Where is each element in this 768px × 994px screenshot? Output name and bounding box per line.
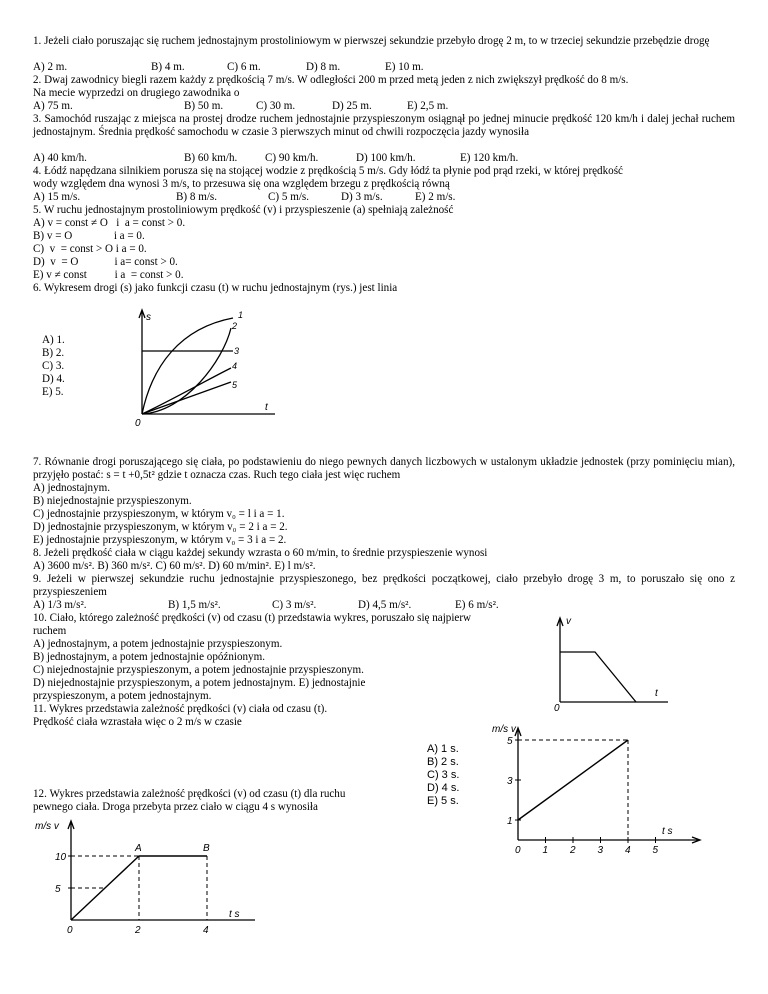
q11-x-tick-label: 5 — [652, 845, 659, 856]
q11-y-tick-label: 5 — [507, 736, 513, 747]
q1-option-a: A) 2 m. — [33, 61, 68, 73]
q12-y-axis-label: m/s v — [35, 821, 59, 832]
q11-x-axis-label: t s — [662, 826, 673, 837]
q10-text-line1: 10. Ciało, którego zależność prędkości (v) od czasu (t) przedstawia wykres, poruszało się najpierw — [33, 612, 472, 624]
q12-point-label: A — [135, 843, 142, 854]
q6-options — [42, 334, 65, 399]
q10-option-c: C) niejednostajnie przyspieszonym, a potem jednostajnie przyspieszonym. — [33, 664, 364, 676]
q2-option-a: A) 75 m. — [33, 100, 73, 112]
q10-x-label: t — [655, 688, 658, 699]
q4-text-line1: 4. Łódź napędzana silnikiem porusza się na stojącej wodzie z prędkością 5 m/s. Gdy łódź ta płynie pod prąd rzeki, w której prędkość — [33, 165, 623, 177]
q4-option-e: E) 2 m/s. — [415, 191, 456, 203]
q1-option-c: C) 6 m. — [227, 61, 261, 73]
q6-graph — [125, 306, 285, 430]
q9-option-a: A) 1/3 m/s². — [33, 599, 87, 611]
q12-y-tick-label: 5 — [55, 884, 61, 895]
q6-option-b: B) 2. — [42, 347, 65, 359]
q3-option-c: C) 90 km/h. — [265, 152, 319, 164]
q6-option-c: C) 3. — [42, 360, 65, 372]
q4-text-line2: wody względem dna wynosi 3 m/s, to przesuwa się ona względem brzegu z prędkością równą — [33, 178, 450, 190]
q1-option-b: B) 4 m. — [151, 61, 185, 73]
q5-option-d: D) v = O i a= const > 0. — [33, 256, 178, 268]
q7-option-b: B) niejednostajnie przyspieszonym. — [33, 495, 192, 507]
q3-option-d: D) 100 km/h. — [356, 152, 416, 164]
q10-velocity-line — [560, 652, 636, 702]
q2-option-b: B) 50 m. — [184, 100, 224, 112]
q11-text-line1: 11. Wykres przedstawia zależność prędkości (v) ciała od czasu (t). — [33, 703, 328, 715]
q3-text: 3. Samochód ruszając z miejsca na prostej drodze ruchem jednostajnie przyspieszonym osiągnął po jednej minucie prędkość 120 km/h i dalej jechał ruchem jednostajnym. Średnia prędkość samochodu w czasie 3 pierwszych minut od chwili rozpoczęcia jazdy wynosiła — [33, 113, 735, 138]
q10-option-b: B) jednostajnym, a potem jednostajnie opóźnionym. — [33, 651, 266, 663]
q5-option-b: B) v = O i a = 0. — [33, 230, 145, 242]
q6-option-d: D) 4. — [42, 373, 65, 385]
q11-option-d: D) 4 s. — [427, 782, 460, 794]
q10-option-d: D) niejednostajnie przyspieszonym, a potem jednostajnym. E) jednostajnie — [33, 677, 366, 689]
q11-option-e: E) 5 s. — [427, 795, 459, 807]
q2-text-line2: Na mecie wyprzedzi on drugiego zawodnika o — [33, 87, 240, 99]
q12-graph — [33, 815, 263, 935]
q12-x-tick-label: 4 — [203, 925, 209, 936]
q10-graph — [552, 612, 672, 712]
q11-option-a: A) 1 s. — [427, 743, 459, 755]
q11-y-axis-label: m/s v — [492, 724, 516, 735]
q12-x-tick-label: 0 — [67, 925, 73, 936]
q6-curve-2 — [142, 328, 231, 414]
q11-x-tick-label: 4 — [625, 845, 631, 856]
q11-option-b: B) 2 s. — [427, 756, 459, 768]
q11-x-tick-label: 2 — [570, 845, 576, 856]
q5-option-a: A) v = const ≠ O i a = const > 0. — [33, 217, 186, 229]
q1-option-e: E) 10 m. — [385, 61, 424, 73]
q7-text: 7. Równanie drogi poruszającego się ciała, po podstawieniu do niego pewnych danych liczbowych w ustalonym układzie jednostek (przy pominięciu mian), przyjęło postać: s = t +0,5t² gdzie t oznacza czas. Ruch tego ciała jest więc ruchem — [33, 456, 735, 481]
q5-option-c: C) v = const > O i a = 0. — [33, 243, 147, 255]
q11-y-tick-label: 3 — [507, 776, 513, 787]
q11-y-tick-label: 1 — [507, 816, 513, 827]
q10-origin-label: 0 — [554, 703, 560, 714]
q9-option-d: D) 4,5 m/s². — [358, 599, 412, 611]
q7-option-c: C) jednostajnie przyspieszonym, w którym v₀ = l i a = 1. — [33, 508, 285, 520]
q12-x-axis-label: t s — [229, 909, 240, 920]
q10-option-a: A) jednostajnym, a potem jednostajnie przyspieszonym. — [33, 638, 283, 650]
q9-option-e: E) 6 m/s². — [455, 599, 499, 611]
q12-text-line1: 12. Wykres przedstawia zależność prędkości (v) od czasu (t) dla ruchu — [33, 788, 346, 800]
q4-option-d: D) 3 m/s. — [341, 191, 383, 203]
q7-option-e: E) jednostajnie przyspieszonym, w którym v₀ = 3 i a = 2. — [33, 534, 287, 546]
q11-velocity-line — [518, 740, 628, 820]
q9-option-c: C) 3 m/s². — [272, 599, 317, 611]
q3-option-a: A) 40 km/h. — [33, 152, 87, 164]
q6-label-4: 4 — [232, 361, 238, 371]
q2-option-e: E) 2,5 m. — [407, 100, 449, 112]
q6-y-label: s — [146, 312, 151, 323]
q8-text: 8. Jeżeli prędkość ciała w ciągu każdej sekundy wzrasta o 60 m/min, to średnie przyspieszenie wynosi — [33, 547, 488, 559]
q2-option-d: D) 25 m. — [332, 100, 372, 112]
q6-label-1: 1 — [238, 310, 244, 320]
q11-x-tick-label: 3 — [597, 845, 604, 856]
q11-options — [427, 743, 459, 808]
q1-text: 1. Jeżeli ciało poruszając się ruchem jednostajnym prostoliniowym w pierwszej sekundzie przebyło drogę 2 m, to w trzeciej sekundzie przebędzie drogę — [33, 35, 710, 47]
q6-text: 6. Wykresem drogi (s) jako funkcji czasu (t) w ruchu jednostajnym (rys.) jest linia — [33, 282, 398, 294]
q7-option-a: A) jednostajnym. — [33, 482, 111, 494]
q12-y-tick-label: 10 — [55, 852, 67, 863]
q6-curve-1 — [142, 318, 233, 414]
q12-text-line2: pewnego ciała. Droga przebyta przez ciało w ciągu 4 s wynosiła — [33, 801, 318, 813]
q9-text: 9. Jeżeli w pierwszej sekundzie ruchu jednostajnie przyspieszonego, bez prędkości początkowej, ciało przebyło drogę 3 m, to poruszało się ono z przyspieszeniem — [33, 573, 735, 598]
q6-label-3: 3 — [234, 346, 240, 356]
q5-option-e: E) v ≠ const i a = const > 0. — [33, 269, 184, 281]
q6-label-5: 5 — [232, 380, 238, 390]
q11-text-line2: Prędkość ciała wzrastała więc o 2 m/s w czasie — [33, 716, 242, 728]
q10-option-d-cont: przyspieszonym, a potem jednostajnym. — [33, 690, 212, 702]
q6-option-a: A) 1. — [42, 334, 65, 346]
q10-text-line2: ruchem — [33, 625, 67, 637]
q12-x-tick-label: 2 — [135, 925, 141, 936]
q4-option-c: C) 5 m/s. — [268, 191, 309, 203]
q6-option-e: E) 5. — [42, 386, 64, 398]
q11-graph — [490, 722, 710, 856]
q11-x-tick-label: 1 — [542, 845, 549, 856]
q10-y-label: v — [566, 616, 571, 627]
q1-option-d: D) 8 m. — [306, 61, 341, 73]
q7-option-d: D) jednostajnie przyspieszonym, w którym v₀ = 2 i a = 2. — [33, 521, 288, 533]
q11-option-c: C) 3 s. — [427, 769, 460, 781]
q11-x-tick-label: 0 — [515, 845, 521, 856]
q6-curve-5 — [142, 382, 231, 414]
q3-option-b: B) 60 km/h. — [184, 152, 238, 164]
q3-option-e: E) 120 km/h. — [460, 152, 519, 164]
q8-options: A) 3600 m/s². B) 360 m/s². C) 60 m/s². D) 60 m/min². E) l m/s². — [33, 560, 316, 572]
q6-x-label: t — [265, 402, 268, 413]
q6-origin-label: 0 — [135, 418, 141, 429]
q6-label-2: 2 — [232, 321, 238, 331]
q2-text-line1: 2. Dwaj zawodnicy biegli razem każdy z prędkością 7 m/s. W odległości 200 m przed metą jeden z nich zwiększył prędkość do 8 m/s. — [33, 74, 629, 86]
q4-option-a: A) 15 m/s. — [33, 191, 81, 203]
q5-text: 5. W ruchu jednostajnym prostoliniowym prędkość (v) i przyspieszenie (a) spełniają zależność — [33, 204, 454, 216]
q4-option-b: B) 8 m/s. — [176, 191, 217, 203]
q9-option-b: B) 1,5 m/s². — [168, 599, 221, 611]
q12-point-label: B — [203, 843, 210, 854]
q2-option-c: C) 30 m. — [256, 100, 296, 112]
